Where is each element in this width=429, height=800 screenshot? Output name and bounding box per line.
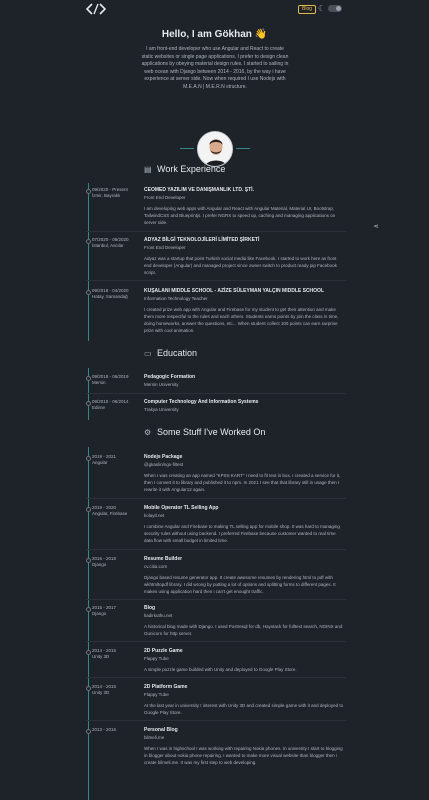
entry-title: Nodejs Package bbox=[144, 454, 183, 460]
entry-meta bbox=[92, 605, 140, 617]
entry-place: Django bbox=[92, 611, 107, 616]
timeline-dot bbox=[86, 507, 91, 512]
education-section-label: Education bbox=[157, 348, 198, 358]
entry-role: Information Technology Teacher bbox=[144, 296, 208, 301]
divider bbox=[86, 720, 346, 721]
entry-place: Django bbox=[92, 562, 107, 567]
work-section-title bbox=[144, 164, 225, 174]
divider bbox=[86, 498, 346, 499]
share-icon[interactable]: ⋖ bbox=[373, 224, 379, 230]
entry-link[interactable]: cv.citia.com bbox=[144, 564, 168, 569]
entry-meta bbox=[92, 454, 140, 466]
entry-date: 2019 - 2020 bbox=[92, 505, 117, 510]
entry-title: Personal Blog bbox=[144, 727, 178, 733]
entry-date: 2015 - 2017 bbox=[92, 605, 117, 610]
entry-place: Hatay, Samandağ bbox=[92, 294, 128, 299]
divider bbox=[86, 677, 346, 678]
entry-date: 2013 - 2016 bbox=[92, 727, 117, 732]
entry-title: Mobile Operator TL Selling App bbox=[144, 505, 219, 511]
entry-description: I am developing web apps with Angular and React with Angular Material, Material UI, Bootstrap, TailwindCSS and Blueprintjs. I prefer NGRX to speed up, caching and managing applications on server side. bbox=[144, 206, 336, 225]
entry-meta bbox=[92, 237, 140, 249]
entry-meta bbox=[92, 684, 140, 696]
entry-place: İzmir, Bayraklı bbox=[92, 193, 121, 198]
entry-date: 09/2010 - 06/2014 bbox=[92, 399, 129, 404]
timeline-dot bbox=[86, 401, 91, 406]
entry-link[interactable]: bilmeli.me bbox=[144, 735, 165, 740]
entry-title: Resume Builder bbox=[144, 556, 183, 562]
timeline-dot bbox=[86, 650, 91, 655]
entry-title: KUŞALANI MIDDLE SCHOOL - AZİZE SÜLEYMAN YALÇIN MIDDLE SCHOOL bbox=[144, 288, 325, 294]
entry-meta bbox=[92, 648, 140, 660]
entry-date: 2019 - 2021 bbox=[92, 454, 117, 459]
entry-description: Adyaz was a startup that point Turkish social media like Facebook. I started to work here as front end developer (Angular) and managed project since owner switch to product ready pip Facebook script. bbox=[144, 256, 337, 275]
entry-date: 07/2020 - 09/2020 bbox=[92, 237, 129, 242]
entry-meta bbox=[92, 288, 140, 300]
timeline-dot bbox=[86, 376, 91, 381]
timeline-dot bbox=[86, 290, 91, 295]
timeline-dot bbox=[86, 729, 91, 734]
avatar-block bbox=[180, 128, 250, 158]
entry-meta bbox=[92, 505, 140, 517]
stuff-section-label: Some Stuff I've Worked On bbox=[157, 427, 266, 437]
divider bbox=[86, 549, 346, 550]
entry-link[interactable]: Flappy Tube bbox=[144, 692, 169, 697]
education-section-title bbox=[144, 348, 197, 358]
timeline-dot bbox=[86, 239, 91, 244]
timeline-dot bbox=[86, 456, 91, 461]
briefcase-icon: ▤ bbox=[144, 165, 152, 174]
entry-title: 2D Platform Game bbox=[144, 684, 188, 690]
entry-role: Trakya University bbox=[144, 407, 179, 412]
entry-meta bbox=[92, 187, 140, 199]
entry-meta bbox=[92, 399, 140, 411]
entry-link[interactable]: kadirkuthu.net bbox=[144, 613, 173, 618]
intro-bio: I am front-end developer who use Angular and React to create static websites or single page applications. I prefer to design clean applications by obeying material design rules. I started to sailing in web ocean with Django between 2014 - 2016, by the way i have experience at server side. Now when required I use Nodejs with M.E.A.N | M.E.R.N structure. bbox=[141, 46, 289, 90]
stuff-section-title bbox=[144, 427, 265, 437]
laptop-icon: ▭ bbox=[144, 349, 152, 358]
timeline-dot bbox=[86, 189, 91, 194]
work-timeline bbox=[88, 183, 89, 341]
entry-place: Angular bbox=[92, 460, 108, 465]
entry-link[interactable]: kolaytl.net bbox=[144, 513, 165, 518]
entry-link[interactable]: @gkaslin/ngx-filtest bbox=[144, 462, 184, 467]
entry-link[interactable]: Flappy Tube bbox=[144, 656, 169, 661]
entry-title: Computer Technology And Information Systems bbox=[144, 399, 259, 405]
entry-title: CEOMED YAZILIM VE DANIŞMANLIK LTD. ŞTİ. bbox=[144, 187, 254, 193]
timeline-dot bbox=[86, 558, 91, 563]
entry-date: 2016 - 2018 bbox=[92, 556, 117, 561]
entry-date: 09/2020 - Present bbox=[92, 187, 128, 192]
entry-place: Mersin bbox=[92, 380, 106, 385]
page-title: Hello, I am Gökhan 👋 bbox=[161, 29, 268, 40]
theme-toggle[interactable] bbox=[328, 5, 342, 12]
entry-place: Unity 3D bbox=[92, 654, 110, 659]
entry-place: İstanbul, Avcılar bbox=[92, 243, 124, 248]
divider bbox=[86, 280, 346, 281]
avatar bbox=[197, 131, 233, 167]
timeline-dot bbox=[86, 686, 91, 691]
entry-title: ADYAZ BİLGİ TEKNOLOJİLERİ LİMİTED ŞİRKETİ bbox=[144, 237, 260, 243]
entry-date: 2014 - 2015 bbox=[92, 648, 117, 653]
stuff-timeline bbox=[88, 447, 89, 800]
entry-title: Pedagogic Formation bbox=[144, 374, 196, 380]
entry-description: I created prize web app with Angular and Firebase for my student to get their attention and make them more respectful to the rules and each others. Students earns points by join the class in time, doing homeworks, answer the questions, etc... When student collect 100 points can earn surprise prize with cool animation. bbox=[144, 307, 339, 333]
entry-role: Mersin University bbox=[144, 382, 179, 387]
entry-meta bbox=[92, 556, 140, 568]
work-section-label: Work Experience bbox=[157, 164, 226, 174]
divider bbox=[86, 641, 346, 642]
top-bar bbox=[0, 0, 429, 20]
divider bbox=[86, 599, 346, 600]
avatar-portrait-icon bbox=[198, 132, 233, 167]
entry-description: A historical blog made with Django. I used Postresql for db, Haystack for fulltext search, NGINX and Gunicorn for http server. bbox=[144, 624, 343, 636]
divider bbox=[86, 231, 346, 232]
entry-title: Blog bbox=[144, 605, 156, 611]
blog-button[interactable]: Blog bbox=[298, 5, 316, 14]
entry-description: When I was in highschool I was working with repairing Nokia phones. In university I start to blogging in blogger about nokia phone repairing. I wanted to make more visual website than blogger then i create bilmeli.me. It was my first step to web developing. bbox=[144, 746, 343, 765]
entry-place: Angular, Firebase bbox=[92, 511, 128, 516]
entry-title: 2D Puzzle Game bbox=[144, 648, 183, 654]
entry-date: 2014 - 2015 bbox=[92, 684, 117, 689]
avatar-divider-right bbox=[236, 148, 250, 149]
entry-description: I combine Angular and Firebase to making TL selling app for mobile shop. It was hard to managing security rules without using backend. I preferred Firebase because customer wanted to real time data flow with small budget in limited time. bbox=[144, 524, 340, 543]
entry-description: At the last year in university I interest with Unity 3D and created simple game with it and deployed to Google Play Store. bbox=[144, 703, 344, 715]
avatar-divider-left bbox=[180, 148, 194, 149]
entry-meta bbox=[92, 727, 140, 733]
timeline-dot bbox=[86, 607, 91, 612]
entry-date: 09/2018 - 06/2019 bbox=[92, 374, 129, 379]
entry-place: Edirne bbox=[92, 405, 106, 410]
entry-description: A simple puzzle game builded with Unity and deployed to Google Play Store. bbox=[144, 667, 297, 672]
divider bbox=[86, 393, 346, 394]
entry-role: Front End Developer bbox=[144, 195, 186, 200]
entry-role: Front End Developer bbox=[144, 245, 186, 250]
logo-icon[interactable] bbox=[86, 3, 106, 15]
moon-icon: ☾ bbox=[318, 4, 326, 13]
entry-date: 09/2018 - 04/2020 bbox=[92, 288, 129, 293]
entry-description: When I was creating an app named "KPSS KART" I need to fit text in box. I created a service for it, then I convert it to library and published it to npm. In 2021 I see that that library still in usage then I rewrite it with Angular12 again. bbox=[144, 473, 341, 492]
entry-place: Unity 3D bbox=[92, 690, 110, 695]
entry-description: Django based resume generator app. It create awesome resumes by rendering html to pdf with wkhtmltopdf library. I did wrong by putting a lot of options and splitting forms to different pages. It makes using application hard then i can't get enought traffic. bbox=[144, 575, 336, 594]
gear-icon: ⚙ bbox=[144, 428, 152, 437]
entry-meta bbox=[92, 374, 140, 386]
